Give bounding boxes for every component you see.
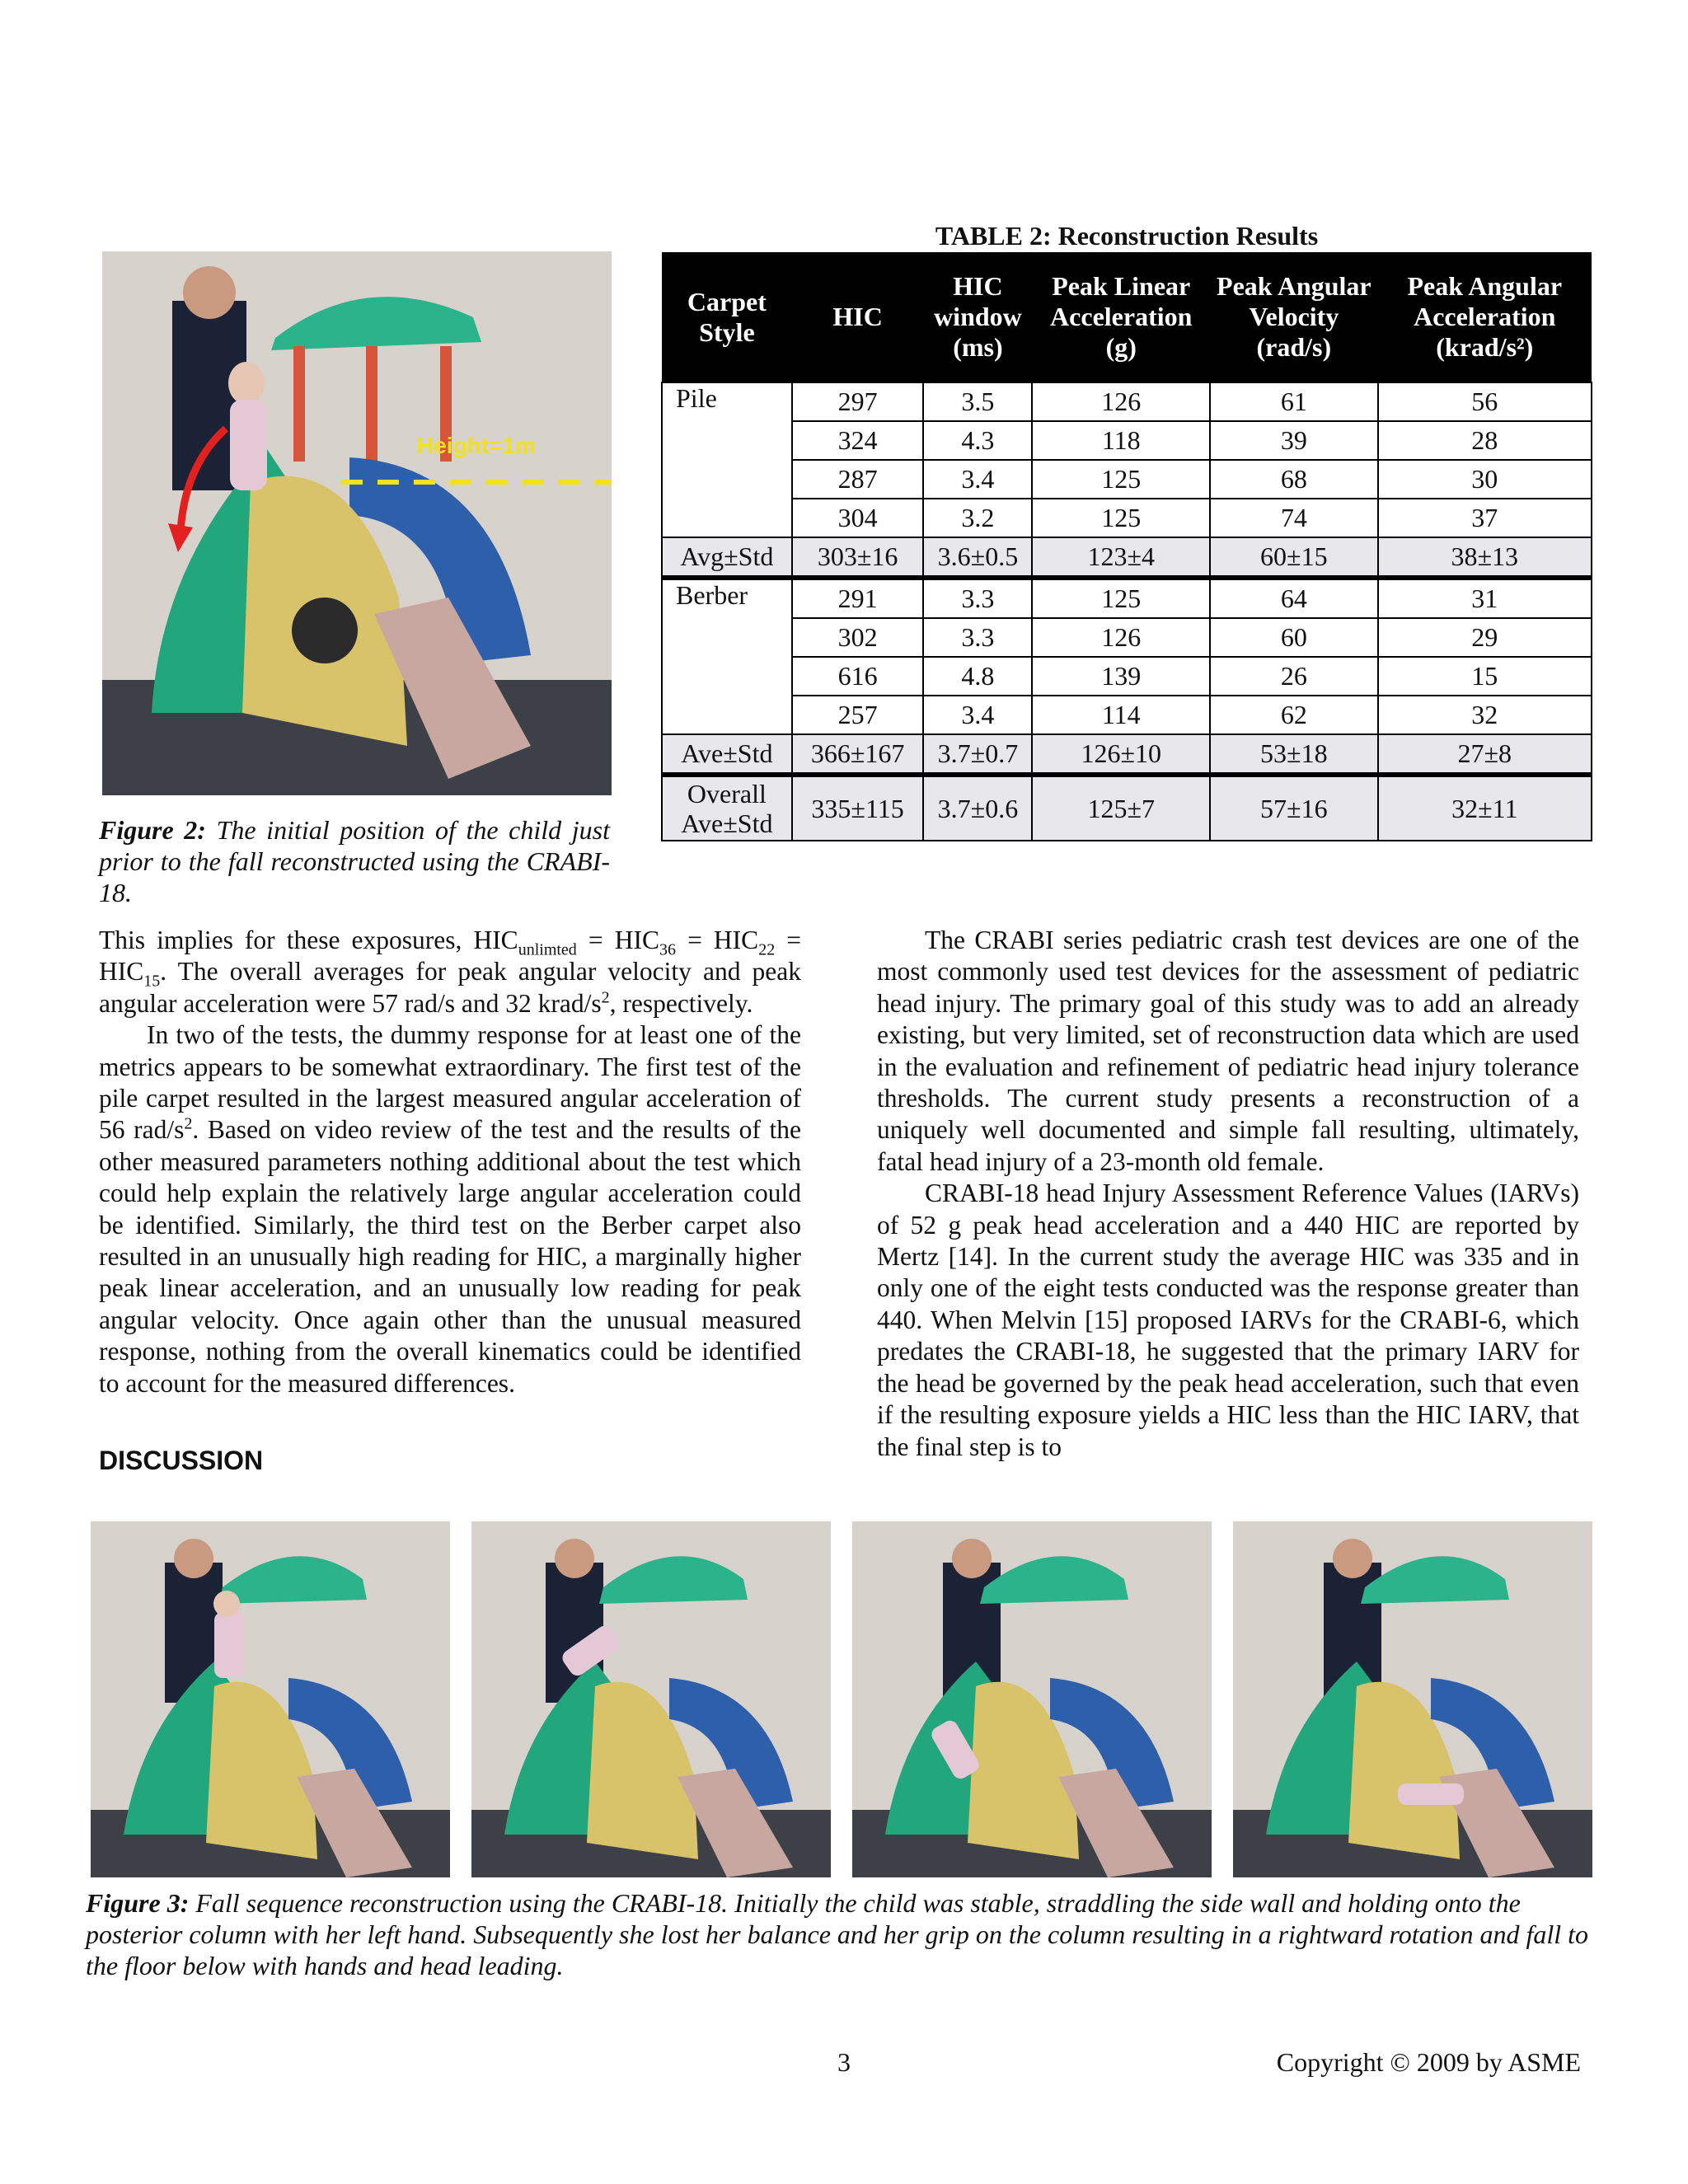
table-cell: 53±18 bbox=[1210, 734, 1377, 775]
table-cell: 335±115 bbox=[792, 775, 924, 841]
table-row-average bbox=[662, 734, 1592, 775]
table-row bbox=[662, 382, 1592, 421]
table-cell: 123±4 bbox=[1032, 537, 1210, 578]
table-cell: 28 bbox=[1378, 421, 1592, 460]
paragraph: In two of the tests, the dummy response for at least one of the metrics appears to be somewhat extraordinary. The first test of the pile carpet resulted in the largest measured angular acceleration of 56 rad/$s^2$. Based on video review of the test and the results of the other measured parameters nothing additional about the test which could help explain the relatively large angular acceleration could be identified. Similarly, the third test on the Berber carpet also resulted in an unusually high reading for HIC, a marginally higher peak linear acceleration, and an unusually low reading for peak angular velocity. Once again other than the unusual measured response, nothing from the overall kinematics could be identified to account for the measured differences. bbox=[99, 1020, 802, 1398]
table-cell: 125±7 bbox=[1032, 775, 1210, 841]
table-cell: 32±11 bbox=[1378, 775, 1592, 841]
col-header-hic-window: HIC window (ms) bbox=[923, 252, 1032, 382]
table-cell: 4.8 bbox=[923, 657, 1032, 696]
table-title: TABLE 2: Reconstruction Results bbox=[935, 221, 1319, 251]
table-cell: 38±13 bbox=[1378, 537, 1592, 578]
paragraph: The CRABI series pediatric crash test devices are one of the most commonly used test devices for the assessment of pediatric head injury. The primary goal of this study was to add an already existing, but very limited, set of reconstruction data which are used in the evaluation and refinement of pediatric head injury tolerance thresholds. The current study presents a reconstruction of a uniquely well documented and simple fall resulting, ultimately, fatal head injury of a 23-month old female. bbox=[877, 926, 1579, 1176]
table-cell: 297 bbox=[792, 382, 924, 421]
table-cell: 125 bbox=[1032, 460, 1210, 499]
left-column bbox=[99, 925, 801, 1476]
table-cell: 287 bbox=[792, 460, 924, 499]
table-cell: 3.7±0.7 bbox=[923, 734, 1032, 775]
table-row bbox=[662, 618, 1592, 657]
table-cell: 125 bbox=[1032, 499, 1210, 537]
figure-3-caption-text: Fall sequence reconstruction using the CRABI-18. Initially the child was stable, straddling the side wall and holding onto the posterior column with her left hand. Subsequently she lost her balance and her grip on the column resulting in a rightward rotation and fall to the floor below with hands and head leading. bbox=[86, 1888, 1589, 1980]
figure-3-frame-2 bbox=[471, 1521, 831, 1877]
col-header-carpet: Carpet Style bbox=[662, 252, 792, 382]
figure-3-sequence bbox=[91, 1521, 1594, 1877]
figure-2-caption-label: Figure 2: bbox=[99, 815, 206, 845]
figure-2-caption bbox=[99, 814, 610, 908]
col-header-peak-angular-velocity: Peak Angular Velocity (rad/s) bbox=[1210, 252, 1377, 382]
table-row bbox=[662, 696, 1592, 734]
table-row-average bbox=[662, 537, 1592, 578]
table-cell: Overall Ave±Std bbox=[662, 775, 792, 841]
table-row-overall bbox=[662, 775, 1592, 841]
results-table bbox=[661, 252, 1592, 841]
table-cell: 3.3 bbox=[923, 578, 1032, 618]
section-heading: DISCUSSION bbox=[99, 1446, 264, 1476]
table-cell: 126 bbox=[1032, 618, 1210, 657]
table-cell: 37 bbox=[1378, 499, 1592, 537]
table-cell: 61 bbox=[1210, 382, 1377, 421]
table-cell: 32 bbox=[1378, 696, 1592, 734]
table-cell: 126±10 bbox=[1032, 734, 1210, 775]
table-cell: 114 bbox=[1032, 696, 1210, 734]
table-cell: 291 bbox=[792, 578, 924, 618]
figure-3-frame-4 bbox=[1233, 1521, 1592, 1877]
table-cell: 68 bbox=[1210, 460, 1377, 499]
table-cell: 118 bbox=[1032, 421, 1210, 460]
table-cell: 31 bbox=[1378, 578, 1592, 618]
table-cell: 3.3 bbox=[923, 618, 1032, 657]
table-cell: 15 bbox=[1378, 657, 1592, 696]
table-cell: 3.2 bbox=[923, 499, 1032, 537]
table-cell: 26 bbox=[1210, 657, 1377, 696]
table-cell: 4.3 bbox=[923, 421, 1032, 460]
table-cell: 3.4 bbox=[923, 460, 1032, 499]
table-cell: 39 bbox=[1210, 421, 1377, 460]
figure-3-frame-3 bbox=[852, 1521, 1212, 1877]
table-cell: 60 bbox=[1210, 618, 1377, 657]
table-row bbox=[662, 421, 1592, 460]
carpet-style-cell: Berber bbox=[662, 578, 792, 734]
table-cell: 57±16 bbox=[1210, 775, 1377, 841]
table-cell: 324 bbox=[792, 421, 924, 460]
paragraph: This implies for these exposures, $HIC_{unlimted} = HIC_{36} = HIC_{22} = HIC_{15}$. The overall averages for peak angular velocity and peak angular acceleration were 57 rad/s and 32 krad/$s^2$, respectively. bbox=[99, 926, 802, 1018]
table-cell: 303±16 bbox=[792, 537, 924, 578]
figure-3-caption bbox=[86, 1887, 1599, 1981]
table-row bbox=[662, 499, 1592, 537]
paragraph: CRABI-18 head Injury Assessment Reference Values (IARVs) of 52 g peak head acceleration and a 440 HIC are reported by Mertz [14]. In the current study the average HIC was 335 and in only one of the eight tests conducted was the response greater than 440. When Melvin [15] proposed IARVs for the CRABI-6, which predates the CRABI-18, he suggested that the primary IARV for the head be governed by the peak head acceleration, such that even if the resulting exposure yields a HIC less than the HIC IARV, that the final step is to bbox=[877, 1179, 1579, 1461]
table-cell: 62 bbox=[1210, 696, 1377, 734]
page-number: 3 bbox=[837, 2047, 851, 2077]
copyright: Copyright © 2009 by ASME bbox=[1276, 2047, 1581, 2077]
table-cell: 257 bbox=[792, 696, 924, 734]
table-row bbox=[662, 578, 1592, 618]
table-cell: 3.6±0.5 bbox=[923, 537, 1032, 578]
col-header-peak-angular-accel: Peak Angular Acceleration (krad/s²) bbox=[1378, 252, 1592, 382]
table-cell: 30 bbox=[1378, 460, 1592, 499]
table-cell: 3.7±0.6 bbox=[923, 775, 1032, 841]
table-cell: 56 bbox=[1378, 382, 1592, 421]
table-cell: 302 bbox=[792, 618, 924, 657]
col-header-hic: HIC bbox=[792, 252, 924, 382]
table-cell: 27±8 bbox=[1378, 734, 1592, 775]
table-cell: 29 bbox=[1378, 618, 1592, 657]
table-row bbox=[662, 460, 1592, 499]
table-cell: 3.4 bbox=[923, 696, 1032, 734]
table-cell: 3.5 bbox=[923, 382, 1032, 421]
figure-2-photo bbox=[102, 251, 612, 795]
table-row bbox=[662, 657, 1592, 696]
table-cell: Ave±Std bbox=[662, 734, 792, 775]
col-header-peak-linear: Peak Linear Acceleration (g) bbox=[1032, 252, 1210, 382]
carpet-style-cell: Pile bbox=[662, 382, 792, 537]
table-cell: 304 bbox=[792, 499, 924, 537]
table-cell: 616 bbox=[792, 657, 924, 696]
table-cell: 366±167 bbox=[792, 734, 924, 775]
figure-2-caption-text: The initial position of the child just prior to the fall reconstructed using the CRABI-18. bbox=[99, 815, 610, 907]
table-cell: 125 bbox=[1032, 578, 1210, 618]
table-cell: Avg±Std bbox=[662, 537, 792, 578]
table-cell: 60±15 bbox=[1210, 537, 1377, 578]
table-cell: 139 bbox=[1032, 657, 1210, 696]
table-cell: 74 bbox=[1210, 499, 1377, 537]
figure-3-caption-label: Figure 3: bbox=[86, 1888, 190, 1918]
height-annotation: Height=1m bbox=[417, 433, 536, 458]
table-cell: 64 bbox=[1210, 578, 1377, 618]
right-column bbox=[877, 925, 1579, 1463]
table-cell: 126 bbox=[1032, 382, 1210, 421]
figure-3-frame-1 bbox=[91, 1521, 450, 1877]
